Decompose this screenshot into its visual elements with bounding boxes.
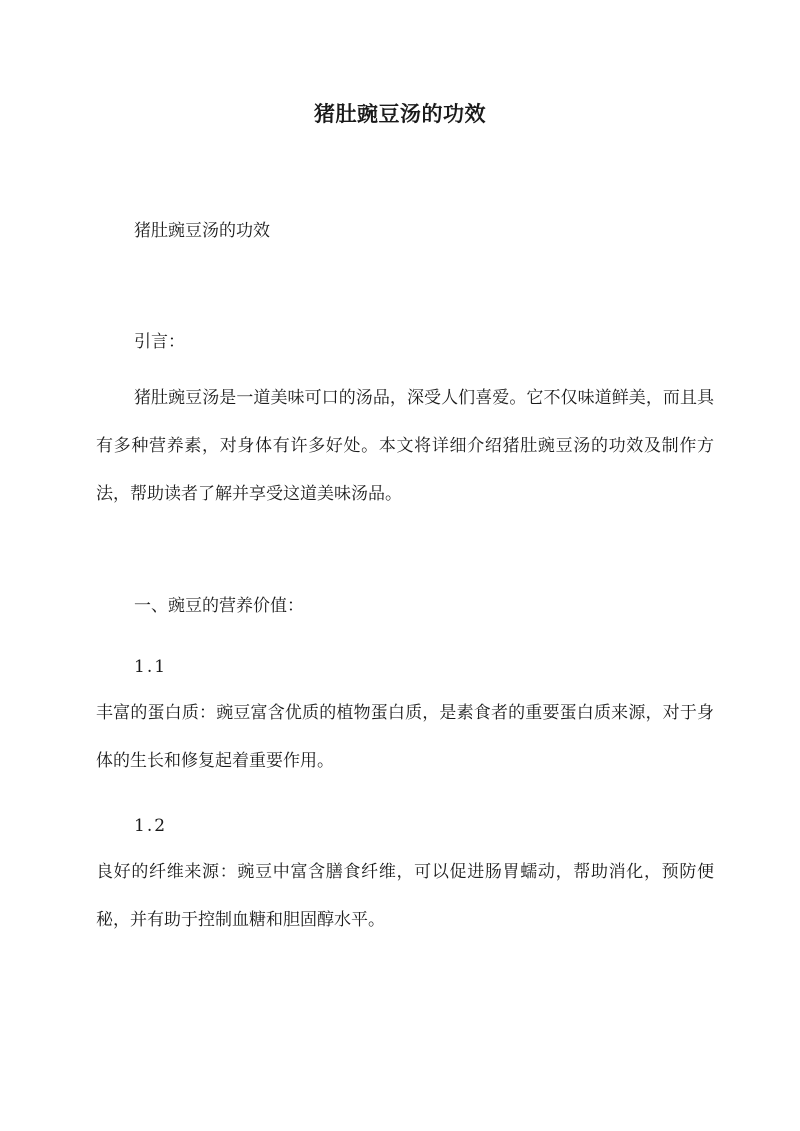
section-heading: 一、豌豆的营养价值： [134,596,304,616]
intro-heading: 引言： [134,332,185,352]
document-title: 猪肚豌豆汤的功效 [314,101,486,126]
item-number: 1.2 [134,816,168,836]
item-number: 1.1 [134,657,168,677]
intro-paragraph: 猪肚豌豆汤是一道美味可口的汤品，深受人们喜爱。它不仅味道鲜美，而且具有多种营养素，对身体有许多好处。本文将详细介绍猪肚豌豆汤的功效及制作方法，帮助读者了解并享受这道美味汤品。 [96,388,714,504]
item-text: 良好的纤维来源：豌豆中富含膳食纤维，可以促进肠胃蠕动，帮助消化，预防便秘，并有助于控制血糖和胆固醇水平。 [96,862,714,930]
item-text: 丰富的蛋白质：豌豆富含优质的植物蛋白质，是素食者的重要蛋白质来源，对于身体的生长和修复起着重要作用。 [96,703,714,771]
document-subtitle: 猪肚豌豆汤的功效 [134,221,270,241]
